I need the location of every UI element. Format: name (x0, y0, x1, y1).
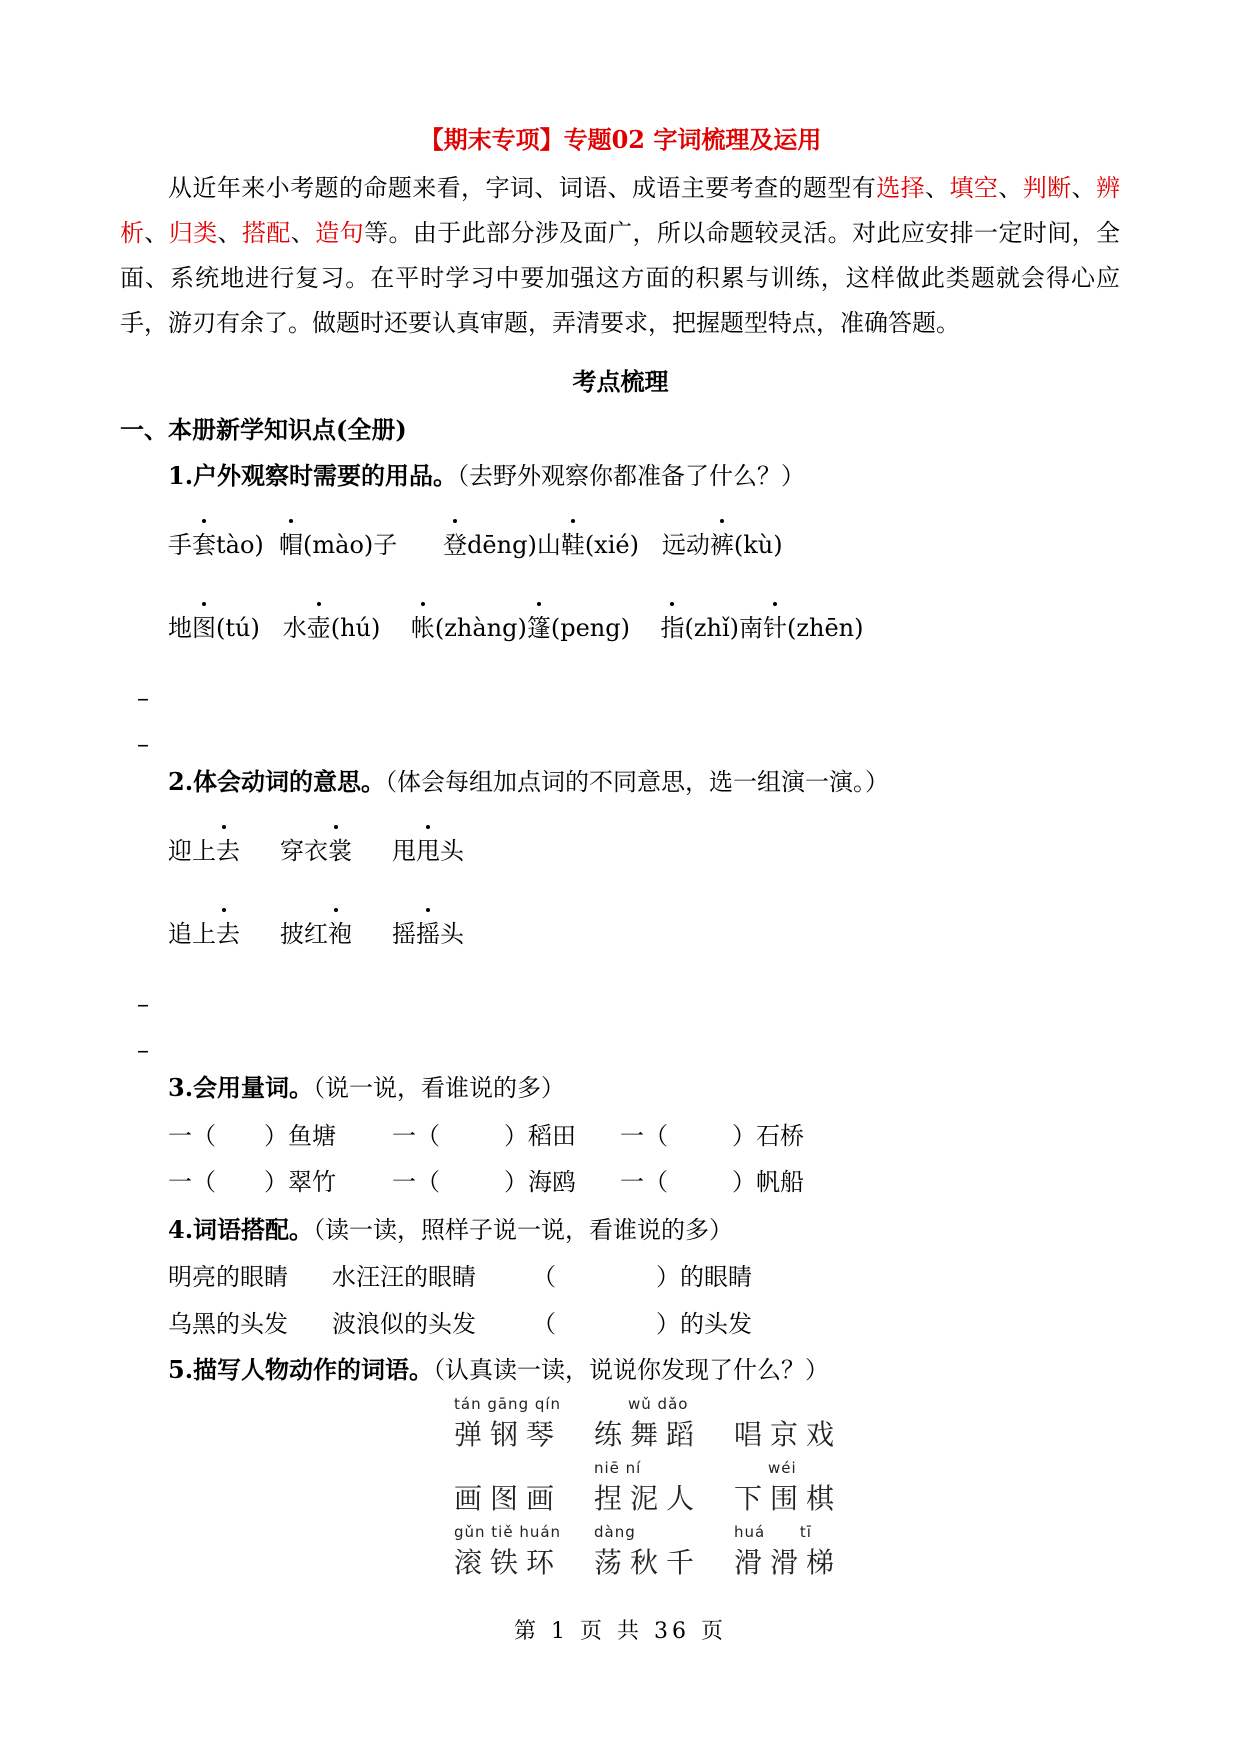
word-part: (tú) (216, 614, 260, 642)
keyword-sentence: 造句 (315, 219, 365, 247)
item-5-note: （认真读一读，说说你发现了什么？） (433, 1356, 830, 1384)
pinyin: wéi (768, 1459, 797, 1477)
word-part: 水 (282, 614, 307, 642)
keyword-distinguish: 辨析 (120, 174, 1121, 247)
hanzi: 捏泥人 (594, 1482, 703, 1515)
measure-word-noun: ）翠竹 (264, 1168, 336, 1196)
measure-word-noun: ）石桥 (732, 1122, 804, 1150)
blank-open: 一（ (392, 1122, 440, 1150)
hanzi: 滑滑梯 (734, 1546, 843, 1579)
dotted-char: 指 (660, 608, 684, 643)
phrase: 波浪似的头发 (332, 1310, 476, 1338)
hanzi: 荡秋千 (594, 1546, 703, 1579)
phrase: ）的头发 (656, 1310, 752, 1338)
pinyin: dàng (594, 1523, 636, 1541)
dotted-char: 裤 (710, 525, 734, 560)
separator: 、 (998, 174, 1023, 202)
hanzi: 下围棋 (734, 1482, 843, 1515)
separator: 、 (217, 219, 243, 247)
item-2-row-2 (168, 914, 464, 949)
hanzi: 滚铁环 (454, 1546, 563, 1579)
hanzi: 画图画 (454, 1482, 563, 1515)
phrase: 乌黑的头发 (168, 1310, 288, 1338)
item-5-heading (168, 1350, 829, 1385)
word-part: (mào)子 (303, 531, 398, 559)
intro-paragraph (120, 166, 1120, 346)
item-3-row-1 (168, 1116, 804, 1151)
section-heading: 一、本册新学知识点(全册) (120, 415, 407, 444)
item-1-heading (168, 456, 805, 491)
keyword-judge: 判断 (1022, 174, 1072, 202)
hanzi: 练舞蹈 (594, 1418, 703, 1451)
keyword-classify: 归类 (168, 219, 218, 247)
item-4-row-1 (168, 1257, 752, 1292)
item-2-note: （体会每组加点词的不同意思，选一组演一演。） (385, 768, 890, 796)
keyword-fill: 填空 (949, 174, 999, 202)
word-part: (zhàng) (434, 614, 527, 642)
measure-word-noun: ）稻田 (504, 1122, 576, 1150)
item-3-heading (168, 1068, 565, 1103)
dotted-char: 壶 (307, 608, 331, 643)
pinyin: niē ní (594, 1459, 642, 1477)
phrase: 明亮的眼睛 (168, 1263, 288, 1291)
blank-open: （ (532, 1263, 556, 1291)
measure-word-noun: ）海鸥 (504, 1168, 576, 1196)
item-4-note: （读一读，照样子说一说，看谁说的多） (313, 1216, 734, 1244)
intro-text: 从近年来小考题的命题来看，字词、词语、成语主要考查的题型有 (168, 174, 877, 202)
blank-line-marker: – (137, 684, 149, 712)
item-5-title: 5.描写人物动作的词语。 (168, 1355, 434, 1384)
item-2-row-1 (168, 831, 464, 866)
dotted-char: 帽 (279, 525, 303, 560)
item-1-note: （去野外观察你都准备了什么？） (457, 462, 806, 490)
phrase: 水汪汪的眼睛 (332, 1263, 476, 1291)
item-4-row-2 (168, 1304, 752, 1339)
verb-phrase: 迎上去 (168, 831, 280, 866)
word-part: (hú) (330, 614, 381, 642)
word-part: (kù) (733, 531, 783, 559)
blank-open: 一（ (168, 1168, 216, 1196)
verb-phrase: 追上去 (168, 914, 280, 949)
word-part: (peng) (550, 614, 630, 642)
dotted-char: 图 (192, 608, 216, 643)
item-1-title: 1.户外观察时需要的用品。 (168, 461, 458, 490)
blank-open: 一（ (168, 1122, 216, 1150)
item-3-title: 3.会用量词。 (168, 1073, 314, 1102)
verb-phrase: 穿衣裳 (280, 831, 392, 866)
separator: 、 (144, 219, 169, 247)
verb-phrase: 摇摇头 (392, 914, 464, 949)
word-part: dēng)山 (467, 531, 561, 559)
hanzi: 弹钢琴 (454, 1418, 563, 1451)
item-1-row-2 (168, 608, 864, 643)
measure-word-noun: ）帆船 (732, 1168, 804, 1196)
word-part: 远动 (661, 531, 710, 559)
intro-text-rest: 等。由于此部分涉及面广，所以命题较灵活。对此应安排一定时间，全面、系统地进行复习。在平时学习中要加强这方面的积累与训练，这样做此类题就会得心应手，游刃有余了。做题时还要认真审题，弄清要求，把握题型特点，准确答题。 (120, 219, 1121, 337)
separator: 、 (925, 174, 950, 202)
word-part: 手 (168, 531, 192, 559)
pinyin: tán gāng qín (454, 1395, 562, 1413)
pinyin: huá tī (734, 1523, 812, 1541)
dotted-char: 篷 (527, 608, 551, 643)
section-subtitle: 考点梳理 (572, 367, 669, 396)
verb-phrase: 披红袍 (280, 914, 392, 949)
word-part: 地 (168, 614, 192, 642)
pinyin: wǔ dǎo (628, 1395, 689, 1413)
item-4-title: 4.词语搭配。 (168, 1215, 314, 1244)
blank-open: 一（ (620, 1122, 668, 1150)
dotted-char: 鞋 (561, 525, 585, 560)
separator: 、 (1071, 174, 1097, 202)
pinyin: gǔn tiě huán (454, 1523, 562, 1541)
dotted-char: 帐 (411, 608, 435, 643)
item-3-note: （说一说，看谁说的多） (313, 1074, 566, 1102)
item-3-row-2 (168, 1162, 804, 1197)
phrase: ）的眼睛 (656, 1263, 752, 1291)
dotted-char: 登 (443, 525, 467, 560)
verb-phrase: 甩甩头 (392, 831, 464, 866)
measure-word-noun: ）鱼塘 (264, 1122, 336, 1150)
blank-line-marker: – (137, 1036, 149, 1064)
word-part: (zhēn) (787, 614, 864, 642)
word-part: (xié) (584, 531, 639, 559)
item-4-heading (168, 1210, 733, 1245)
blank-open: （ (532, 1310, 556, 1338)
dotted-char: 套 (192, 525, 216, 560)
separator: 、 (290, 219, 316, 247)
dotted-char: 针 (763, 608, 787, 643)
document-title: 【期末专项】专题02 字词梳理及运用 (419, 125, 822, 154)
page-footer: 第 1 页 共 36 页 (514, 1619, 727, 1644)
blank-line-marker: – (137, 990, 149, 1018)
blank-line-marker: – (137, 730, 149, 758)
item-2-heading (168, 762, 889, 797)
word-part: (zhǐ)南 (684, 614, 763, 642)
keyword-choose: 选择 (876, 174, 926, 202)
word-part: tào) (216, 531, 264, 559)
item-2-title: 2.体会动词的意思。 (168, 767, 386, 796)
blank-open: 一（ (392, 1168, 440, 1196)
hanzi: 唱京戏 (734, 1418, 843, 1451)
blank-open: 一（ (620, 1168, 668, 1196)
keyword-match: 搭配 (242, 219, 291, 247)
item-1-row-1 (168, 525, 783, 560)
